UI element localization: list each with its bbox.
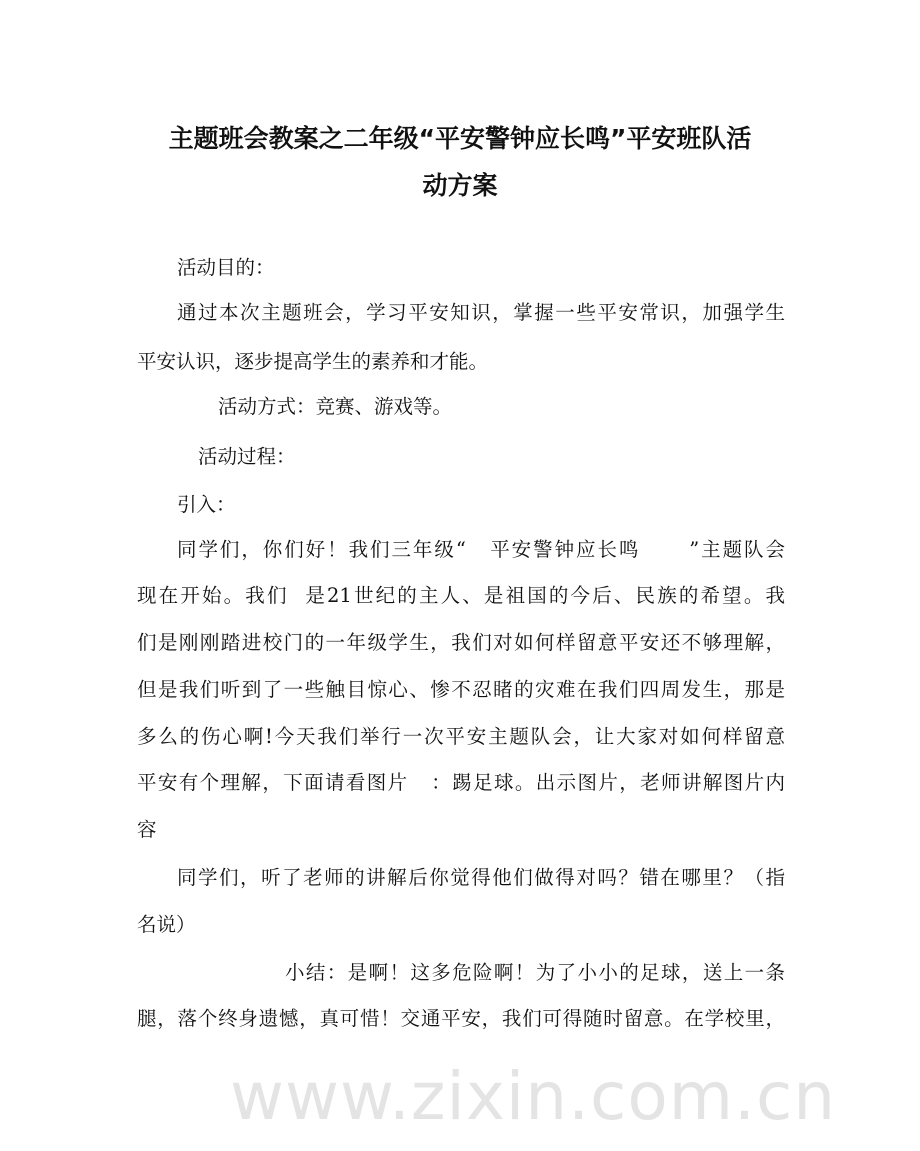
paragraph-line: 们是刚刚踏进校门的一年级学生，我们对如何样留意平安还不够理解，: [137, 631, 785, 654]
document-title-line-1: 主题班会教案之二年级“平安警钟应长鸣”平安班队活: [168, 124, 752, 153]
paragraph-line: 现在开始。我们 是21世纪的主人、是祖国的今后、民族的希望。我: [137, 584, 785, 607]
heading-intro: 引入：: [177, 493, 236, 516]
paragraph-line: 同学们，听了老师的讲解后你觉得他们做得对吗？错在哪里？（指: [177, 866, 785, 889]
paragraph-line: 名说）: [137, 913, 196, 936]
paragraph-line: 腿，落个终身遗憾，真可惜！交通平安，我们可得随时留意。在学校里，: [137, 1007, 785, 1030]
paragraph-line: 容: [137, 818, 157, 841]
paragraph-line: 通过本次主题班会，学习平安知识，掌握一些平安常识，加强学生: [177, 301, 785, 324]
paragraph-line: 平安有个理解，下面请看图片 ：踢足球。出示图片，老师讲解图片内: [137, 771, 785, 794]
paragraph-line: 平安认识，逐步提高学生的素养和才能。: [137, 350, 489, 373]
paragraph-line: 多么的伤心啊!今天我们举行一次平安主题队会，让大家对如何样留意: [137, 725, 785, 748]
heading-process: 活动过程：: [198, 445, 296, 468]
heading-purpose: 活动目的：: [177, 256, 275, 279]
paragraph-line: 同学们，你们好！我们三年级“ 平安警钟应长鸣 ”主题队会: [177, 538, 785, 561]
watermark: www.zixin.com.cn: [230, 1058, 837, 1135]
heading-method: 活动方式：竞赛、游戏等。: [218, 395, 453, 418]
summary-line: 小结：是啊！这多危险啊！为了小小的足球，送上一条: [285, 961, 785, 984]
paragraph-line: 但是我们听到了一些触目惊心、惨不忍睹的灾难在我们四周发生，那是: [137, 678, 785, 701]
document-title-line-2: 动方案: [422, 171, 498, 200]
